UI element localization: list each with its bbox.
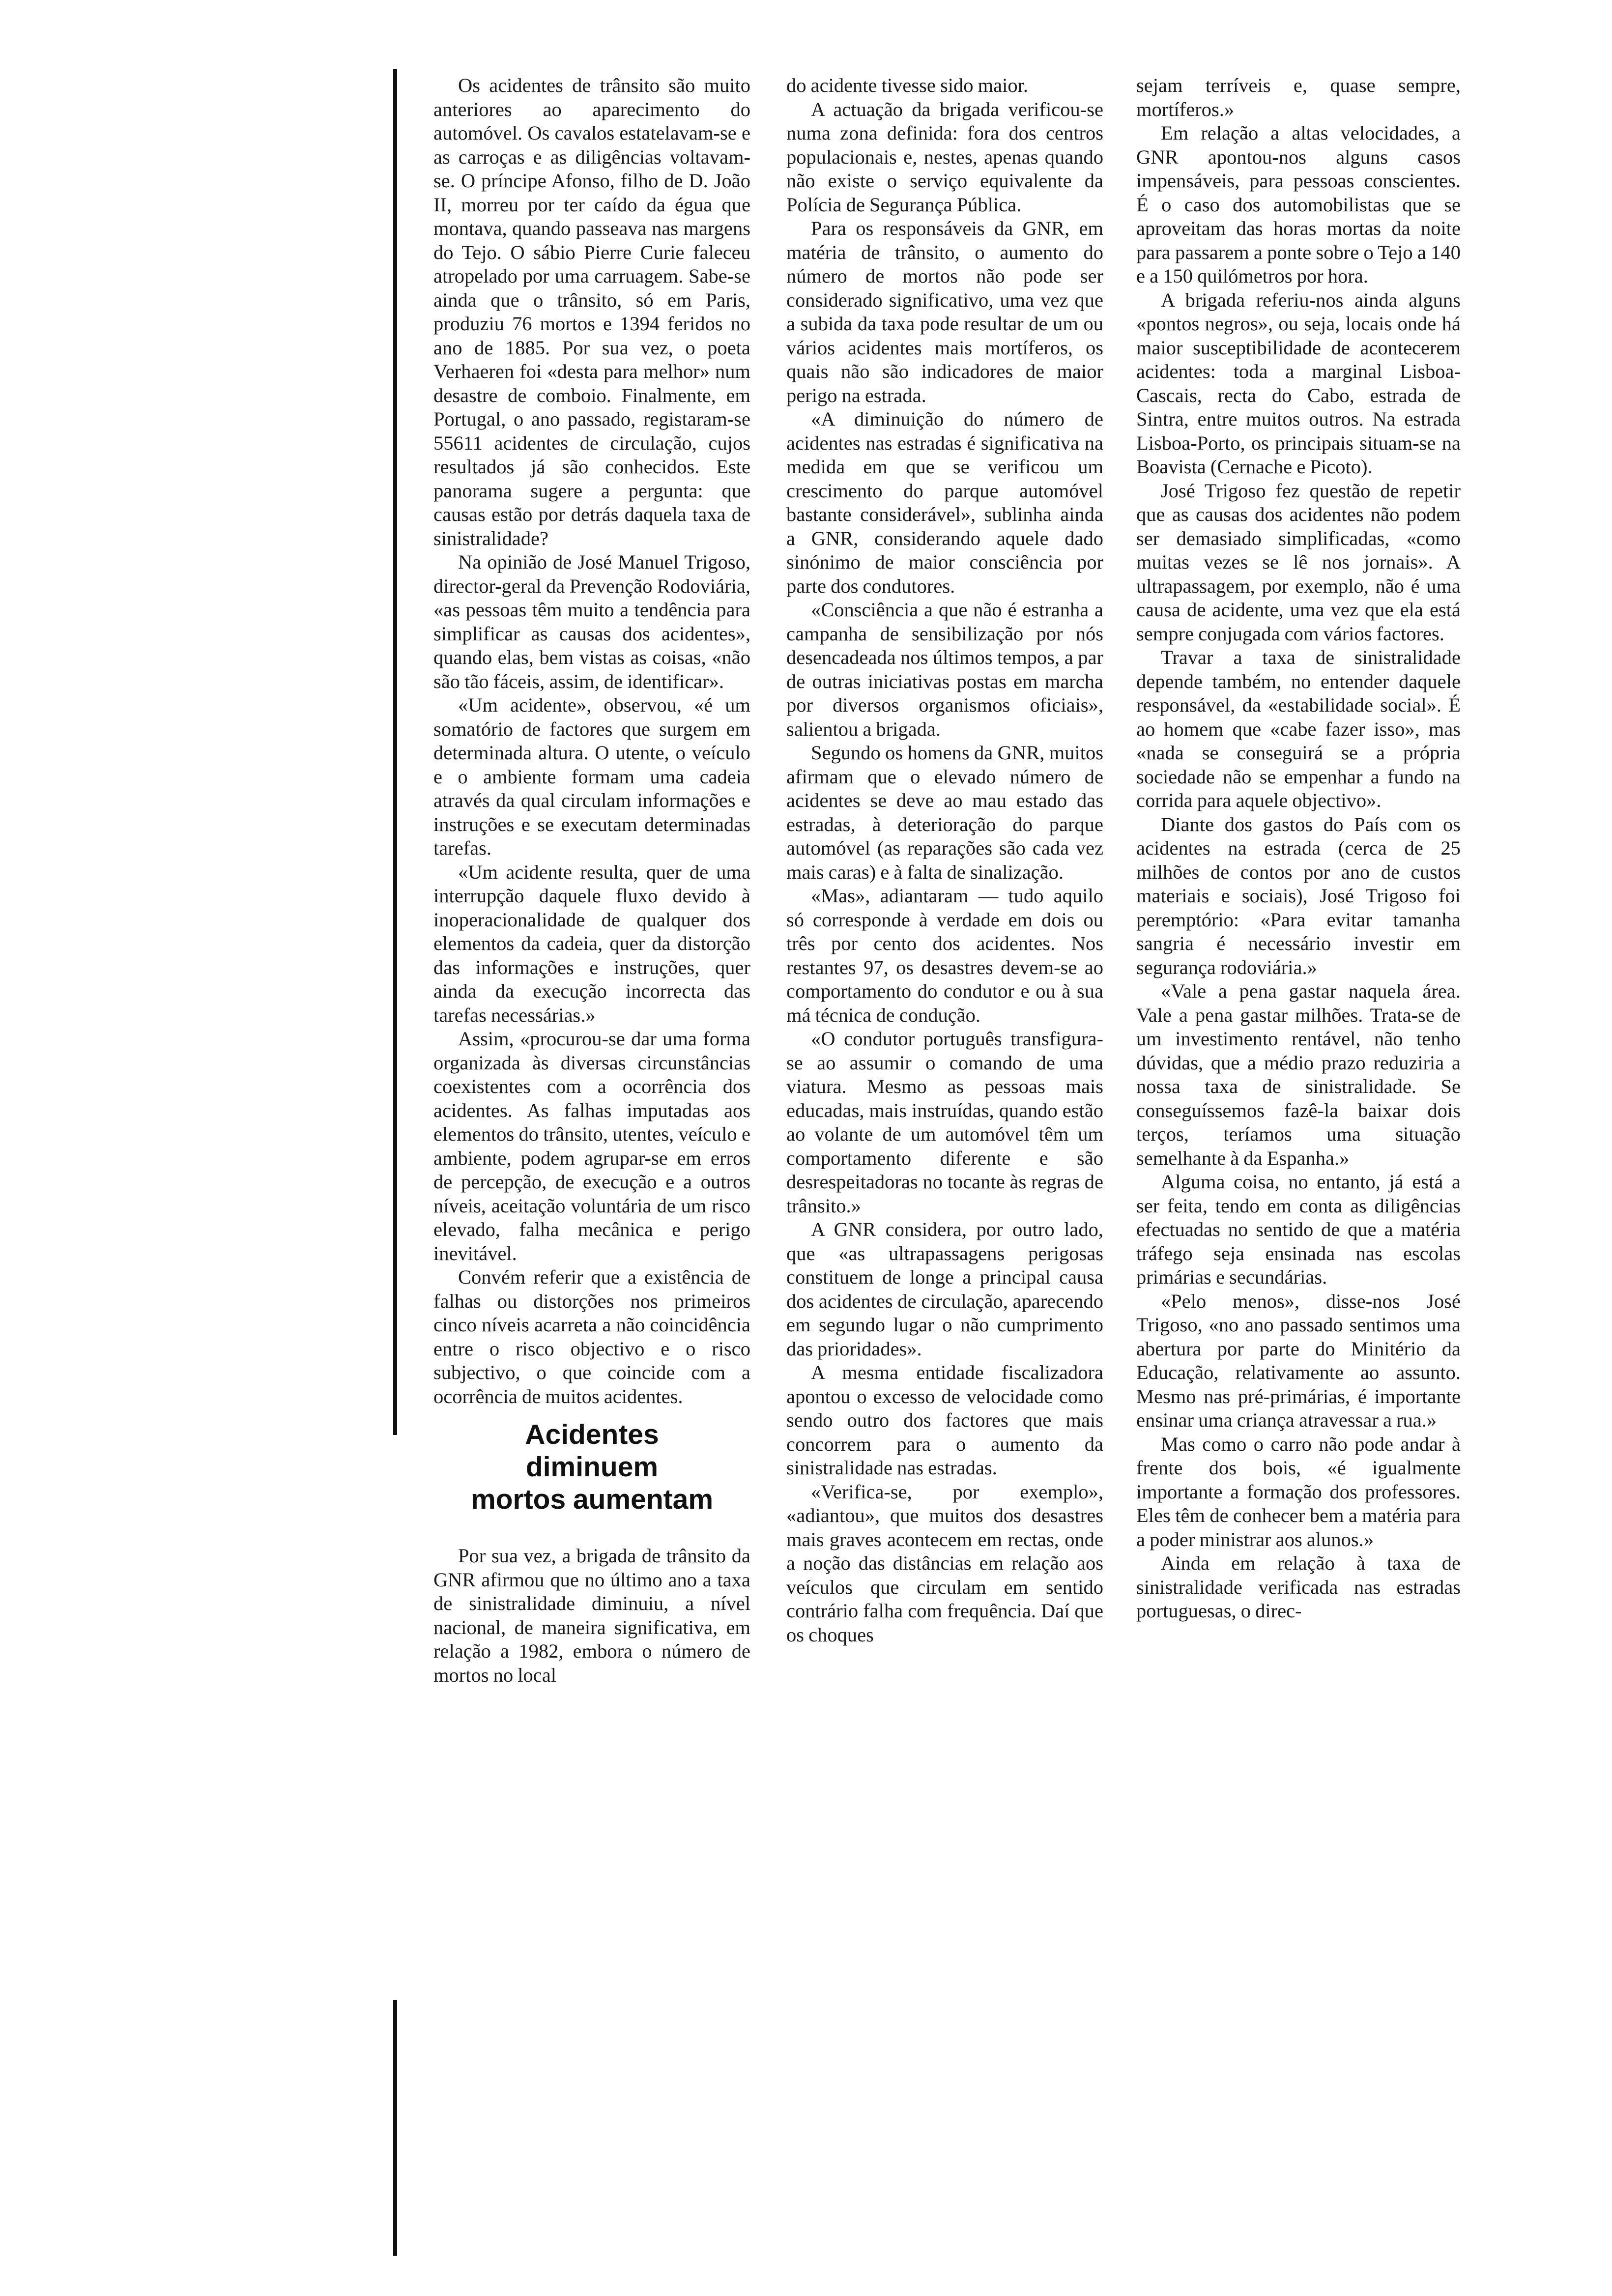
paragraph: A GNR considera, por outro lado, que «as ultrapassagens perigosas constituem de longe a principal causa dos acidentes de circulação, aparecendo em segundo lugar o não cumprimento das prioridades». <box>786 1218 1103 1360</box>
paragraph: «Mas», adiantaram — tudo aquilo só corresponde à verdade em dois ou três por cento dos acidentes. Nos restantes 97, os desastres devem-se ao comportamento do condutor e ou à sua má técnica de condução. <box>786 885 1103 1026</box>
headline-line: mortos aumentam <box>470 1484 714 1515</box>
paragraph: «Um acidente», observou, «é um somatório de factores que surgem em determinada altura. O utente, o veículo e o ambiente formam uma cadeia através da qual circulam informações e instruções e se executam determinadas tarefas. <box>433 694 750 859</box>
column-1 <box>433 74 750 1687</box>
paragraph: Travar a taxa de sinistralidade depende também, no entender daquele responsável, da «estabilidade social». É ao homem que «cabe fazer isso», mas «nada se conseguirá se a própria sociedade não se empenhar a fundo na corrida para aquele objectivo». <box>1136 646 1461 811</box>
paragraph: Mas como o carro não pode andar à frente dos bois, «é igualmente importante a formação dos professores. Eles têm de conhecer bem a matéria para a poder ministrar aos alunos.» <box>1136 1433 1461 1550</box>
paragraph: Diante dos gastos do País com os acidentes na estrada (cerca de 25 milhões de contos por ano de custos materiais e sociais), José Trigoso foi peremptório: «Para evitar tamanha sangria é necessário investir em segurança rodoviária.» <box>1136 813 1461 978</box>
headline-line: Acidentes <box>525 1419 659 1450</box>
paragraph: Em relação a altas velocidades, a GNR apontou-nos alguns casos impensáveis, para pessoas conscientes. É o caso dos automobilistas que se aproveitam das horas mortas da noite para passarem a ponte sobre o Tejo a 140 e a 150 quilómetros por hora. <box>1136 122 1461 287</box>
paragraph: Na opinião de José Manuel Trigoso, director-geral da Prevenção Rodoviária, «as pessoas têm muito a tendência para simplificar as causas dos acidentes», quando elas, bem vistas as coisas, «não são tão fáceis, assim, de identificar». <box>433 551 750 692</box>
headline-line: diminuem <box>525 1451 659 1483</box>
paragraph: Os acidentes de trânsito são muito anteriores ao aparecimento do automóvel. Os cavalos estatelavam-se e as carroças e as diligências voltavam-se. O príncipe Afonso, filho de D. João II, morreu por ter caído da égua que montava, quando passeava nas margens do Tejo. O sábio Pierre Curie faleceu atropelado por uma carruagem. Sabe-se ainda que o trânsito, só em Paris, produziu 76 mortos e 1394 feridos no ano de 1885. Por sua vez, o poeta Verhaeren foi «desta para melhor» num desastre de comboio. Finalmente, em Portugal, o ano passado, registaram-se 55611 acidentes de circulação, cujos resultados já são conhecidos. Este panorama sugere a pergunta: que causas estão por detrás daquela taxa de sinistralidade? <box>433 74 750 549</box>
paragraph: Alguma coisa, no entanto, já está a ser feita, tendo em conta as diligências efectuadas no sentido de que a matéria tráfego seja ensinada nas escolas primárias e secundárias. <box>1136 1171 1461 1288</box>
paragraph: «Pelo menos», disse-nos José Trigoso, «no ano passado sentimos uma abertura por parte do Minitério da Educação, relativamente ao assunto. Mesmo nas pré-primárias, é importante ensinar uma criança atravessar a rua.» <box>1136 1290 1461 1431</box>
paragraph: «Verifica-se, por exemplo», «adiantou», que muitos dos desastres mais graves acontecem em rectas, onde a noção das distâncias em relação aos veículos que circulam em sentido contrário falha com frequência. Daí que os choques <box>786 1480 1103 1646</box>
paragraph: Assim, «procurou-se dar uma forma organizada às diversas circunstâncias coexistentes com a ocorrência dos acidentes. As falhas imputadas aos elementos do trânsito, utentes, veículo e ambiente, podem agrupar-se em erros de percepção, de execução e a outros níveis, aceitação voluntária de um risco elevado, falha mecânica e perigo inevitável. <box>433 1028 750 1264</box>
margin-rule-bottom <box>393 2000 397 2256</box>
paragraph: «Consciência a que não é estranha a campanha de sensibilização por nós desencadeada nos últimos tempos, a par de outras iniciativas postas em marcha por diversos organismos oficiais», salientou a brigada. <box>786 599 1103 740</box>
paragraph: José Trigoso fez questão de repetir que as causas dos acidentes não podem ser demasiado simplificadas, «como muitas vezes se lê nos jornais». A ultrapassagem, por exemplo, não é uma causa de acidente, uma vez que ela está sempre conjugada com vários factores. <box>1136 479 1461 645</box>
paragraph: Por sua vez, a brigada de trânsito da GNR afirmou que no último ano a taxa de sinistralidade diminuiu, a nível nacional, de maneira significativa, em relação a 1982, embora o número de mortos no local <box>433 1545 750 1686</box>
paragraph: Segundo os homens da GNR, muitos afirmam que o elevado número de acidentes se deve ao mau estado das estradas, à deterioração do parque automóvel (as reparações são cada vez mais caras) e à falta de sinalização. <box>786 742 1103 883</box>
paragraph: A brigada referiu-nos ainda alguns «pontos negros», ou seja, locais onde há maior susceptibilidade de acontecerem acidentes: toda a marginal Lisboa-Cascais, recta do Cabo, estrada de Sintra, entre muitos outros. Na estrada Lisboa-Porto, os principais situam-se na Boavista (Cernache e Picoto). <box>1136 288 1461 478</box>
paragraph: Para os responsáveis da GNR, em matéria de trânsito, o aumento do número de mortos não pode ser considerado significativo, uma vez que a subida da taxa pode resultar de um ou vários acidentes mais mortíferos, os quais não são indicadores de maior perigo na estrada. <box>786 217 1103 406</box>
margin-rule-top <box>393 69 397 1435</box>
paragraph: do acidente tivesse sido maior. <box>786 74 1029 96</box>
paragraph: «O condutor português transfigura-se ao assumir o comando de uma viatura. Mesmo as pessoas mais educadas, mais instruídas, quando estão ao volante de um automóvel têm um comportamento diferente e são desrespeitadoras no tocante às regras de trânsito.» <box>786 1028 1103 1217</box>
paragraph: sejam terríveis e, quase sempre, mortíferos.» <box>1136 74 1461 120</box>
paragraph: «Vale a pena gastar naquela área. Vale a pena gastar milhões. Trata-se de um investimento rentável, não tenho dúvidas, que a médio prazo reduziria a nossa taxa de sinistralidade. Se conseguíssemos fazê-la baixar dois terços, teríamos uma situação semelhante à da Espanha.» <box>1136 980 1461 1169</box>
paragraph: A mesma entidade fiscalizadora apontou o excesso de velocidade como sendo outro dos factores que mais concorrem para o aumento da sinistralidade nas estradas. <box>786 1361 1103 1479</box>
paragraph: A actuação da brigada verificou-se numa zona definida: fora dos centros populacionais e, nestes, apenas quando não existe o serviço equivalente da Polícia de Segurança Pública. <box>786 98 1103 216</box>
column-2 <box>786 74 1103 1647</box>
section-headline <box>433 1418 750 1516</box>
paragraph: «Um acidente resulta, quer de uma interrupção daquele fluxo devido à inoperacionalidade de qualquer dos elementos da cadeia, quer da distorção das informações e instruções, quer ainda da execução incorrecta das tarefas necessárias.» <box>433 861 750 1026</box>
column-3 <box>1136 74 1461 1623</box>
paragraph: «A diminuição do número de acidentes nas estradas é significativa na medida em que se verificou um crescimento do parque automóvel bastante considerável», sublinha ainda a GNR, considerando aquele dado sinónimo de maior consciência por parte dos condutores. <box>786 408 1103 597</box>
paragraph: Ainda em relação à taxa de sinistralidade verificada nas estradas portuguesas, o direc- <box>1136 1552 1461 1622</box>
paragraph: Convém referir que a existência de falhas ou distorções nos primeiros cinco níveis acarreta a não coincidência entre o risco objectivo e o risco subjectivo, o que coincide com a ocorrência de muitos acidentes. <box>433 1266 750 1407</box>
